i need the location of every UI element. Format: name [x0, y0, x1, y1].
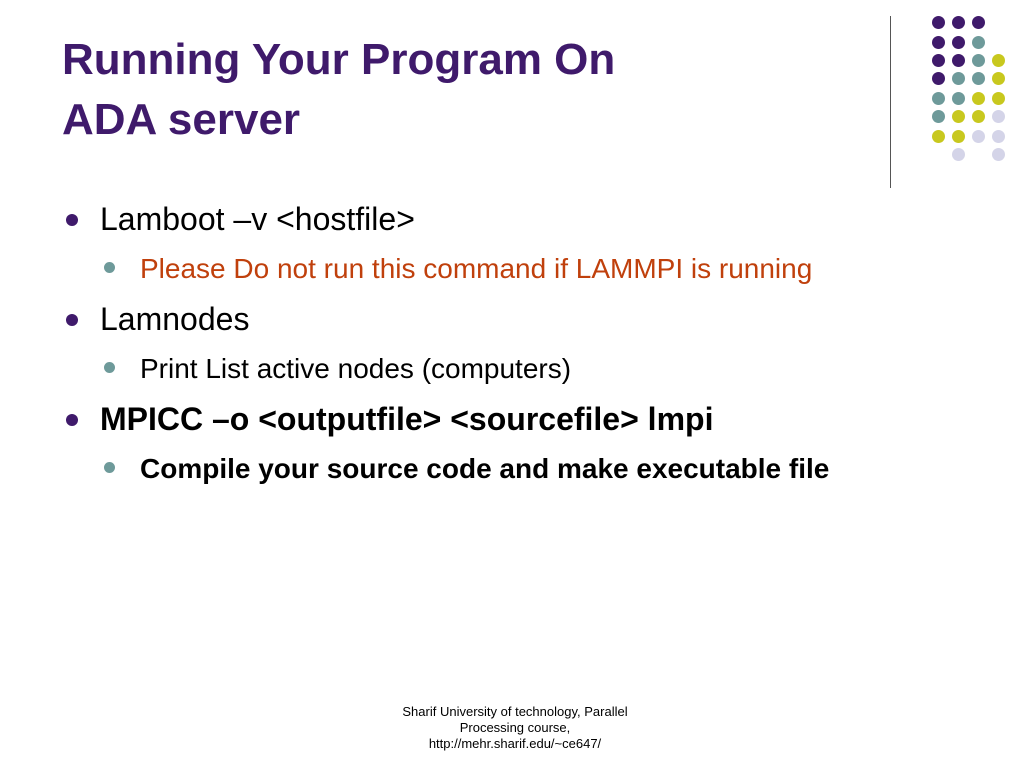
decor-dot — [992, 110, 1005, 123]
sub-bullet-item-print-list — [100, 348, 940, 390]
sub-bullet-dot-icon — [104, 262, 115, 273]
decor-dot — [952, 36, 965, 49]
bullet-item-lamnodes — [60, 300, 940, 338]
decor-dot — [972, 54, 985, 67]
sub-bullet-text: Print List active nodes (computers) — [140, 353, 572, 384]
bullet-dot-icon — [66, 214, 78, 226]
sub-bullet-item-compile — [100, 448, 940, 490]
decor-dot — [932, 36, 945, 49]
slide-title-line-2: ADA server — [62, 95, 301, 144]
slide-title — [62, 30, 862, 150]
decor-dot — [972, 92, 985, 105]
decor-dot — [992, 148, 1005, 161]
bullet-text: Lamboot –v <hostfile> — [100, 201, 415, 237]
sub-bullet-item-warning — [100, 248, 940, 290]
slide-title-line-1: Running Your Program On — [62, 35, 616, 84]
decor-dot — [952, 54, 965, 67]
sub-bullet-dot-icon — [104, 462, 115, 473]
decor-dot — [952, 72, 965, 85]
decor-dot — [932, 54, 945, 67]
bullet-dot-icon — [66, 414, 78, 426]
bullet-item-mpicc — [60, 400, 940, 438]
footer-line-1: Sharif University of technology, Parallel — [402, 704, 628, 719]
footer-line-3: http://mehr.sharif.edu/~ce647/ — [428, 736, 602, 751]
bullet-list — [60, 200, 940, 500]
decor-dot — [952, 148, 965, 161]
decor-dot — [972, 16, 985, 29]
decor-dot — [952, 16, 965, 29]
footer-line-2: Processing course, — [459, 720, 571, 735]
bullet-text: Lamnodes — [100, 301, 250, 337]
decor-dot — [932, 16, 945, 29]
bullet-item-lamboot — [60, 200, 940, 238]
bullet-dot-icon — [66, 314, 78, 326]
decor-dot — [992, 54, 1005, 67]
bullet-text: MPICC –o <outputfile> <sourcefile> lmpi — [100, 401, 714, 437]
decor-dot — [972, 36, 985, 49]
decor-dot — [932, 130, 945, 143]
decor-dot — [952, 130, 965, 143]
decor-dot — [952, 92, 965, 105]
decor-dot — [992, 92, 1005, 105]
decor-dot — [972, 110, 985, 123]
sub-bullet-text: Please Do not run this command if LAMMPI is running — [140, 253, 813, 284]
decor-dot — [932, 72, 945, 85]
decor-dot — [932, 110, 945, 123]
decor-dot — [972, 72, 985, 85]
decor-dot — [992, 72, 1005, 85]
sub-bullet-text: Compile your source code and make executable file — [140, 453, 830, 484]
slide-footer — [380, 704, 650, 752]
sub-bullet-dot-icon — [104, 362, 115, 373]
decor-dot — [972, 130, 985, 143]
decor-dot — [932, 92, 945, 105]
decor-dot — [992, 130, 1005, 143]
decor-dot — [952, 110, 965, 123]
decor-divider-line — [890, 16, 891, 188]
